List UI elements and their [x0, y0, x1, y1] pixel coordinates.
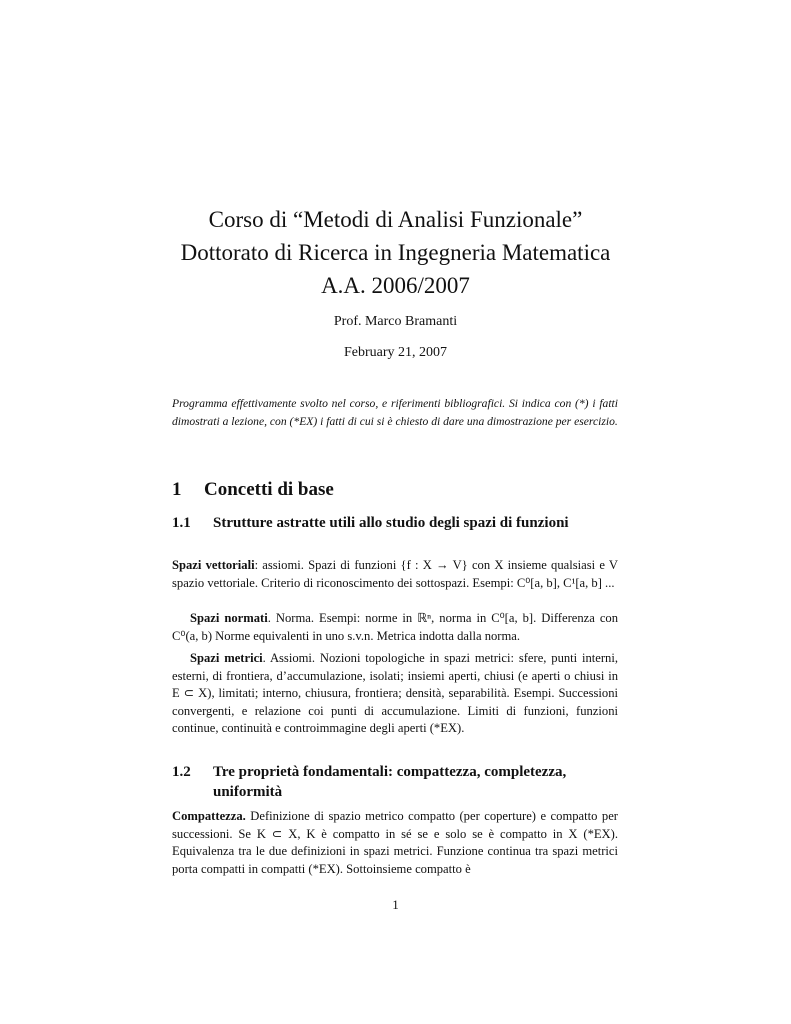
paragraph-compattezza — [172, 808, 618, 878]
abstract: Programma effettivamente svolto nel corso, e riferimenti bibliografici. Si indica con (*) i fatti dimostrati a lezione, con (*EX) i fatti di cui si è chiesto di dare una dimostrazione per esercizio. — [172, 397, 618, 428]
section-number: 1 — [172, 479, 182, 500]
section-heading-1 — [172, 479, 334, 501]
paragraph-lead: Spazi vettoriali — [172, 558, 255, 572]
paragraph-spazi-vettoriali — [172, 557, 618, 592]
subsection-heading-1-2 — [172, 762, 622, 802]
paragraph-spazi-metrici — [172, 650, 618, 738]
paragraph-lead: Spazi metrici — [190, 651, 263, 665]
document-title — [0, 203, 791, 302]
paragraph-text: Definizione di spazio metrico compatto (per coperture) e compatto per successioni. Se K ⊂ X, K è compatto in sé se e solo se è compatto in X (*EX). Equivalenza tra le due definizioni in spazi metrici. Funzione continua tra spazi metrici porta compatti in compatti (*EX). Sottoinsieme compatto è — [172, 809, 618, 876]
paragraph-lead: Spazi normati — [190, 611, 268, 625]
author: Prof. Marco Bramanti — [333, 314, 458, 329]
subsection-number: 1.1 — [172, 515, 191, 531]
date: February 21, 2007 — [343, 345, 448, 360]
subsection-title: Strutture astratte utili allo studio degli spazi di funzioni — [213, 515, 569, 531]
title-line-1: Corso di “Metodi di Analisi Funzionale” — [208, 207, 583, 232]
subsection-heading-1-1 — [172, 513, 622, 533]
subsection-number: 1.2 — [172, 764, 191, 780]
paragraph-text: . Norma. Esempi: norme in ℝⁿ, norma in C⁰[a, b]. Differenza con C⁰(a, b) Norme equivalenti in uno s.v.n. Metrica indotta dalla norma. — [172, 611, 618, 643]
paragraph-lead: Compattezza. — [172, 809, 246, 823]
section-title: Concetti di base — [204, 479, 334, 500]
title-line-3: A.A. 2006/2007 — [321, 273, 470, 298]
subsection-title: Tre proprietà fondamentali: compattezza, completezza, uniformità — [213, 764, 567, 800]
paragraph-text: . Assiomi. Nozioni topologiche in spazi metrici: sfere, punti interni, esterni, di frontiera, d’accumulazione, isolati; insiemi aperti, chiusi (e aperti o chiusi in E ⊂ X), limitati; interno, chiusura, frontiera; densità, separabilità. Esempi. Successioni convergenti, e relazione coi punti di accumulazione. Limiti di funzioni, funzioni continue, continuità e controimmagine degli aperti (*EX). — [172, 651, 618, 735]
title-line-2: Dottorato di Ricerca in Ingegneria Matematica — [180, 240, 611, 265]
paragraph-spazi-normati — [172, 610, 618, 645]
paragraph-text: : assiomi. Spazi di funzioni {f : X → V} con X insieme qualsiasi e V spazio vettoriale. Criterio di riconoscimento dei sottospazi. Esempi: C⁰[a, b], C¹[a, b] ... — [172, 558, 619, 590]
page-number: 1 — [392, 897, 399, 912]
